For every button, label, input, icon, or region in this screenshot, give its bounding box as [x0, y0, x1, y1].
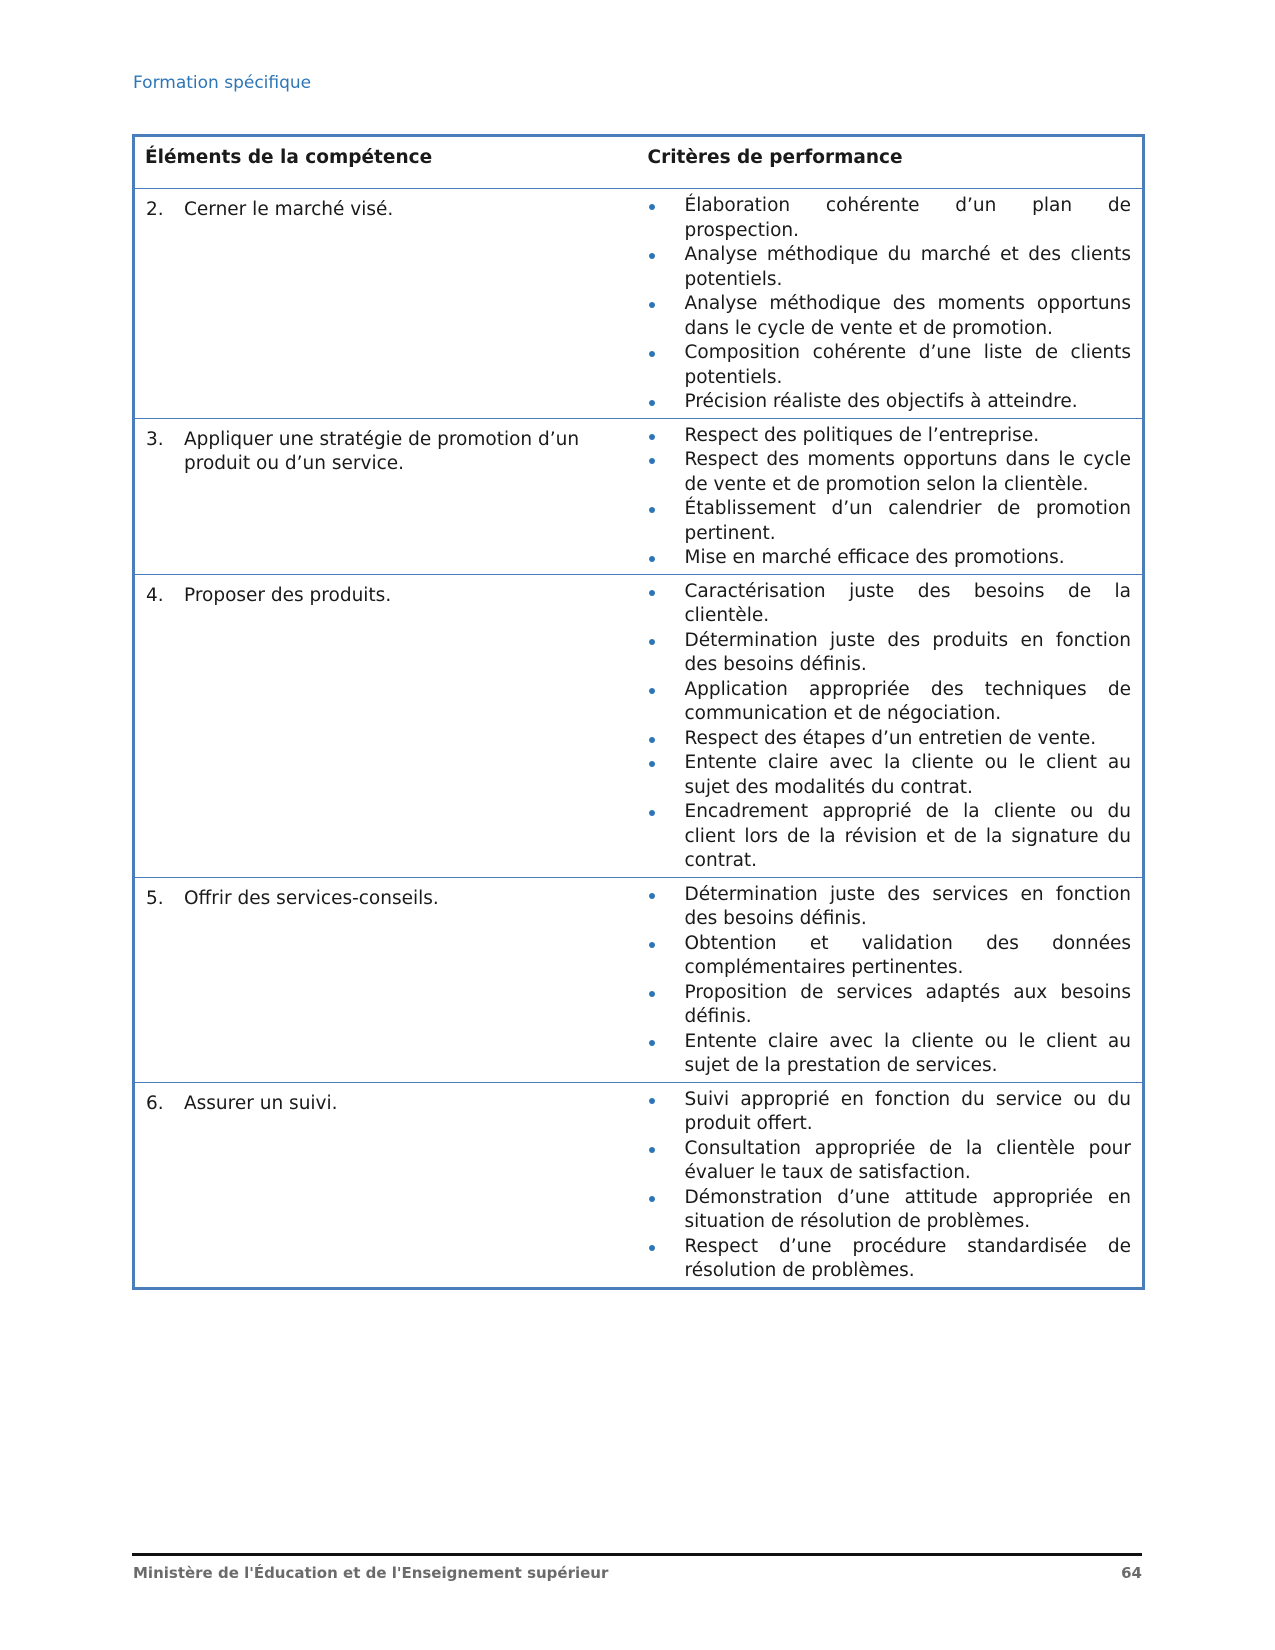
list-item — [635, 1137, 1132, 1186]
bullet-icon — [649, 507, 655, 513]
criterion-text: Respect d’une procédure standardisée de résolution de problèmes. — [684, 1235, 1131, 1281]
table-row — [134, 1082, 1144, 1288]
criterion-text: Respect des politiques de l’entreprise. — [684, 424, 1040, 446]
bullet-icon — [649, 400, 655, 406]
element-number: 3. — [146, 428, 164, 450]
page-number: 64 — [1121, 1564, 1142, 1582]
element-cell — [134, 1082, 634, 1288]
criterion-text: Détermination juste des produits en fonction des besoins définis. — [684, 629, 1131, 675]
criterion-text: Analyse méthodique du marché et des clients potentiels. — [684, 244, 1131, 290]
bullet-icon — [649, 639, 655, 645]
list-item — [635, 292, 1132, 341]
list-item — [635, 546, 1132, 571]
criterion-text: Respect des étapes d’un entretien de vente. — [684, 727, 1097, 749]
criterion-text: Obtention et validation des données complémentaires pertinentes. — [684, 932, 1131, 978]
criteria-cell — [634, 189, 1144, 419]
bullet-icon — [649, 737, 655, 743]
criterion-text: Caractérisation juste des besoins de la clientèle. — [684, 580, 1131, 626]
criterion-text: Détermination juste des services en fonction des besoins définis. — [684, 883, 1131, 929]
criterion-text: Mise en marché efficace des promotions. — [684, 547, 1065, 568]
criteria-cell — [634, 418, 1144, 574]
bullet-icon — [649, 590, 655, 596]
bullet-icon — [649, 1196, 655, 1202]
competence-table — [132, 134, 1145, 1290]
criterion-text: Analyse méthodique des moments opportuns dans le cycle de vente et de promotion. — [684, 293, 1131, 339]
criterion-text: Entente claire avec la cliente ou le client au sujet de la prestation de services. — [684, 1030, 1131, 1076]
list-item — [635, 1235, 1132, 1284]
bullet-icon — [649, 893, 655, 899]
criterion-text: Précision réaliste des objectifs à atteindre. — [684, 391, 1078, 412]
bullet-icon — [649, 458, 655, 464]
list-item — [635, 629, 1132, 678]
list-item — [635, 243, 1132, 292]
footer-ministry: Ministère de l'Éducation et de l'Enseignement supérieur — [133, 1564, 609, 1582]
list-item — [635, 751, 1132, 800]
element-text: Assurer un suivi. — [184, 1092, 338, 1114]
list-item — [635, 341, 1132, 390]
criterion-text: Respect des moments opportuns dans le cycle de vente et de promotion selon la clientèle. — [684, 449, 1131, 495]
element-number: 6. — [146, 1092, 164, 1114]
element-number: 5. — [146, 887, 164, 909]
criteria-list — [635, 1084, 1142, 1286]
bullet-icon — [649, 1245, 655, 1251]
criterion-text: Suivi approprié en fonction du service ou du produit offert. — [684, 1088, 1131, 1134]
list-item — [635, 580, 1132, 629]
bullet-icon — [649, 688, 655, 694]
criterion-text: Composition cohérente d’une liste de clients potentiels. — [684, 342, 1131, 388]
criteria-list — [635, 420, 1142, 573]
list-item — [635, 194, 1132, 243]
criterion-text: Consultation appropriée de la clientèle pour évaluer le taux de satisfaction. — [684, 1137, 1131, 1183]
bullet-icon — [649, 302, 655, 308]
list-item — [635, 1030, 1132, 1079]
criteria-list — [635, 190, 1142, 417]
bullet-icon — [649, 556, 655, 562]
criterion-text: Encadrement approprié de la cliente ou du client lors de la révision et de la signature du contrat. — [684, 801, 1131, 871]
section-title: Formation spécifique — [133, 73, 312, 93]
list-item — [635, 448, 1132, 497]
element-cell — [134, 418, 634, 574]
bullet-icon — [649, 1040, 655, 1046]
bullet-icon — [649, 1147, 655, 1153]
criteria-list — [635, 879, 1142, 1081]
element-cell — [134, 877, 634, 1082]
list-item — [635, 883, 1132, 932]
criteria-cell — [634, 877, 1144, 1082]
bullet-icon — [649, 991, 655, 997]
criterion-text: Élaboration cohérente d’un plan de prospection. — [684, 195, 1131, 241]
list-item — [635, 424, 1132, 449]
criterion-text: Démonstration d’une attitude appropriée en situation de résolution de problèmes. — [684, 1186, 1131, 1232]
element-text: Cerner le marché visé. — [184, 199, 394, 220]
element-cell — [134, 189, 634, 419]
element-text: Proposer des produits. — [184, 584, 392, 606]
bullet-icon — [649, 761, 655, 767]
list-item — [635, 932, 1132, 981]
list-item — [635, 727, 1132, 752]
bullet-icon — [649, 204, 655, 210]
list-item — [635, 1088, 1132, 1137]
criterion-text: Entente claire avec la cliente ou le client au sujet des modalités du contrat. — [684, 752, 1131, 798]
table-header-row — [134, 136, 1144, 189]
list-item — [635, 497, 1132, 546]
table-row — [134, 189, 1144, 419]
criteria-list — [635, 576, 1142, 876]
list-item — [635, 800, 1132, 874]
element-number: 2. — [146, 199, 164, 220]
column-header-criteria: Critères de performance — [634, 136, 1144, 189]
criteria-cell — [634, 1082, 1144, 1288]
list-item — [635, 678, 1132, 727]
element-text: Appliquer une stratégie de promotion d’un produit ou d’un service. — [184, 428, 580, 474]
list-item — [635, 1186, 1132, 1235]
bullet-icon — [649, 1098, 655, 1104]
criteria-cell — [634, 574, 1144, 877]
criterion-text: Proposition de services adaptés aux besoins définis. — [684, 981, 1131, 1027]
bullet-icon — [649, 253, 655, 259]
column-header-elements: Éléments de la compétence — [134, 136, 634, 189]
element-number: 4. — [146, 584, 164, 606]
list-item — [635, 981, 1132, 1030]
criterion-text: Application appropriée des techniques de communication et de négociation. — [684, 678, 1131, 724]
table-row — [134, 418, 1144, 574]
element-text: Offrir des services-conseils. — [184, 887, 439, 909]
criterion-text: Établissement d’un calendrier de promotion pertinent. — [684, 498, 1131, 544]
bullet-icon — [649, 351, 655, 357]
list-item — [635, 390, 1132, 415]
footer-divider — [132, 1553, 1142, 1556]
table-row — [134, 574, 1144, 877]
bullet-icon — [649, 434, 655, 440]
bullet-icon — [649, 942, 655, 948]
element-cell — [134, 574, 634, 877]
table-row — [134, 877, 1144, 1082]
bullet-icon — [649, 810, 655, 816]
